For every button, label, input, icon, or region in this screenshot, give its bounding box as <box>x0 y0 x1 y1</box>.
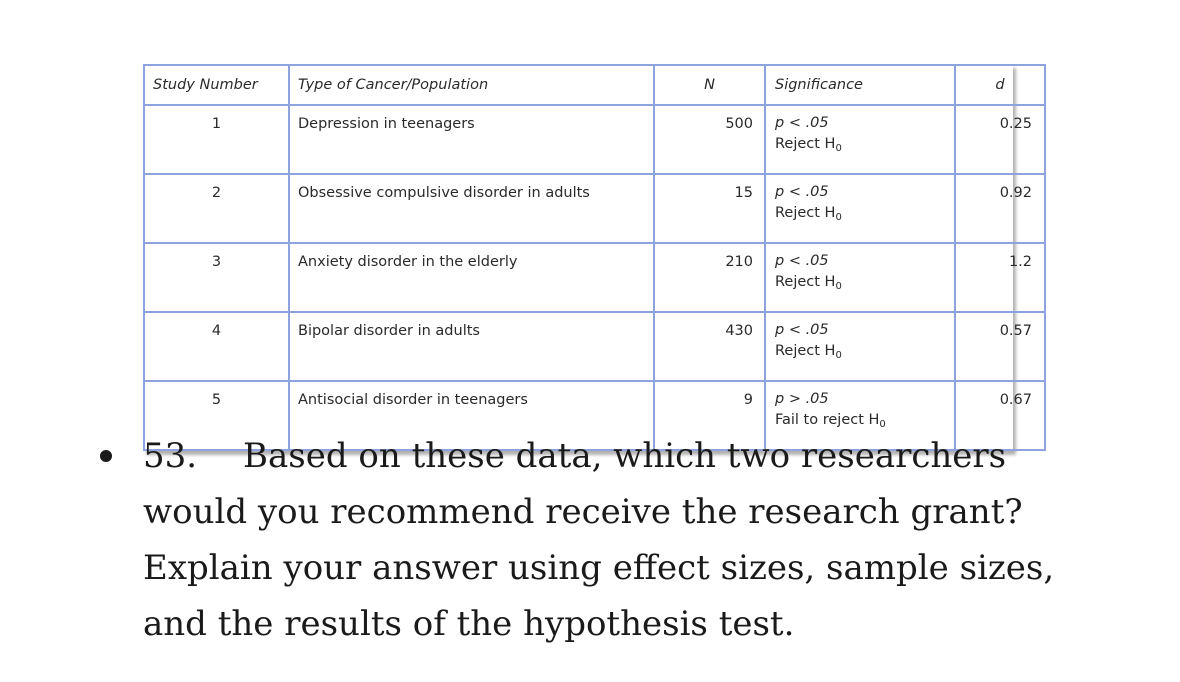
cell-study-number: 5 <box>144 381 289 450</box>
decision-subscript: 0 <box>835 143 842 154</box>
decision: Reject H <box>775 274 836 290</box>
cell-n: 210 <box>654 243 765 312</box>
bullet-icon <box>100 450 112 462</box>
cell-n: 430 <box>654 312 765 381</box>
cell-d: 0.25 <box>955 105 1045 174</box>
cell-type: Obsessive compulsive disorder in adults <box>289 174 654 243</box>
table-row <box>144 105 1045 174</box>
table-row <box>144 243 1045 312</box>
question-number: 53. <box>143 436 198 476</box>
cell-type: Antisocial disorder in teenagers <box>289 381 654 450</box>
cell-n: 500 <box>654 105 765 174</box>
decision-subscript: 0 <box>835 350 842 361</box>
cell-n: 9 <box>654 381 765 450</box>
question-item <box>100 428 1060 652</box>
p-value: p < .05 <box>775 115 829 131</box>
decision-subscript: 0 <box>835 212 842 223</box>
study-table <box>143 64 1046 451</box>
cell-significance <box>765 243 955 312</box>
cell-significance <box>765 312 955 381</box>
cell-significance <box>765 105 955 174</box>
cell-significance <box>765 174 955 243</box>
cell-study-number: 4 <box>144 312 289 381</box>
p-value: p < .05 <box>775 253 829 269</box>
cell-study-number: 3 <box>144 243 289 312</box>
decision: Fail to reject H <box>775 412 880 428</box>
header-significance: Significance <box>765 65 955 105</box>
p-value: p > .05 <box>775 391 829 407</box>
decision-subscript: 0 <box>835 281 842 292</box>
cell-d: 1.2 <box>955 243 1045 312</box>
cell-type: Bipolar disorder in adults <box>289 312 654 381</box>
table-row <box>144 312 1045 381</box>
p-value: p < .05 <box>775 322 829 338</box>
study-table-container <box>143 64 1032 451</box>
cell-d: 0.57 <box>955 312 1045 381</box>
cell-study-number: 1 <box>144 105 289 174</box>
cell-n: 15 <box>654 174 765 243</box>
cell-d: 0.92 <box>955 174 1045 243</box>
header-study-number: Study Number <box>144 65 289 105</box>
table-header-row <box>144 65 1045 105</box>
header-type: Type of Cancer/Population <box>289 65 654 105</box>
decision: Reject H <box>775 136 836 152</box>
table-row <box>144 174 1045 243</box>
decision: Reject H <box>775 205 836 221</box>
cell-type: Depression in teenagers <box>289 105 654 174</box>
p-value: p < .05 <box>775 184 829 200</box>
decision: Reject H <box>775 343 836 359</box>
cell-d: 0.67 <box>955 381 1045 450</box>
header-n: N <box>654 65 765 105</box>
question-text: Based on these data, which two researchers would you recommend receive the research grant? Explain your answer using effect sizes, sample sizes, and the results of the hypothesis test. <box>143 436 1055 644</box>
cell-type: Anxiety disorder in the elderly <box>289 243 654 312</box>
question-text-block <box>143 428 1060 652</box>
cell-study-number: 2 <box>144 174 289 243</box>
header-d: d <box>955 65 1045 105</box>
decision-subscript: 0 <box>879 419 886 430</box>
